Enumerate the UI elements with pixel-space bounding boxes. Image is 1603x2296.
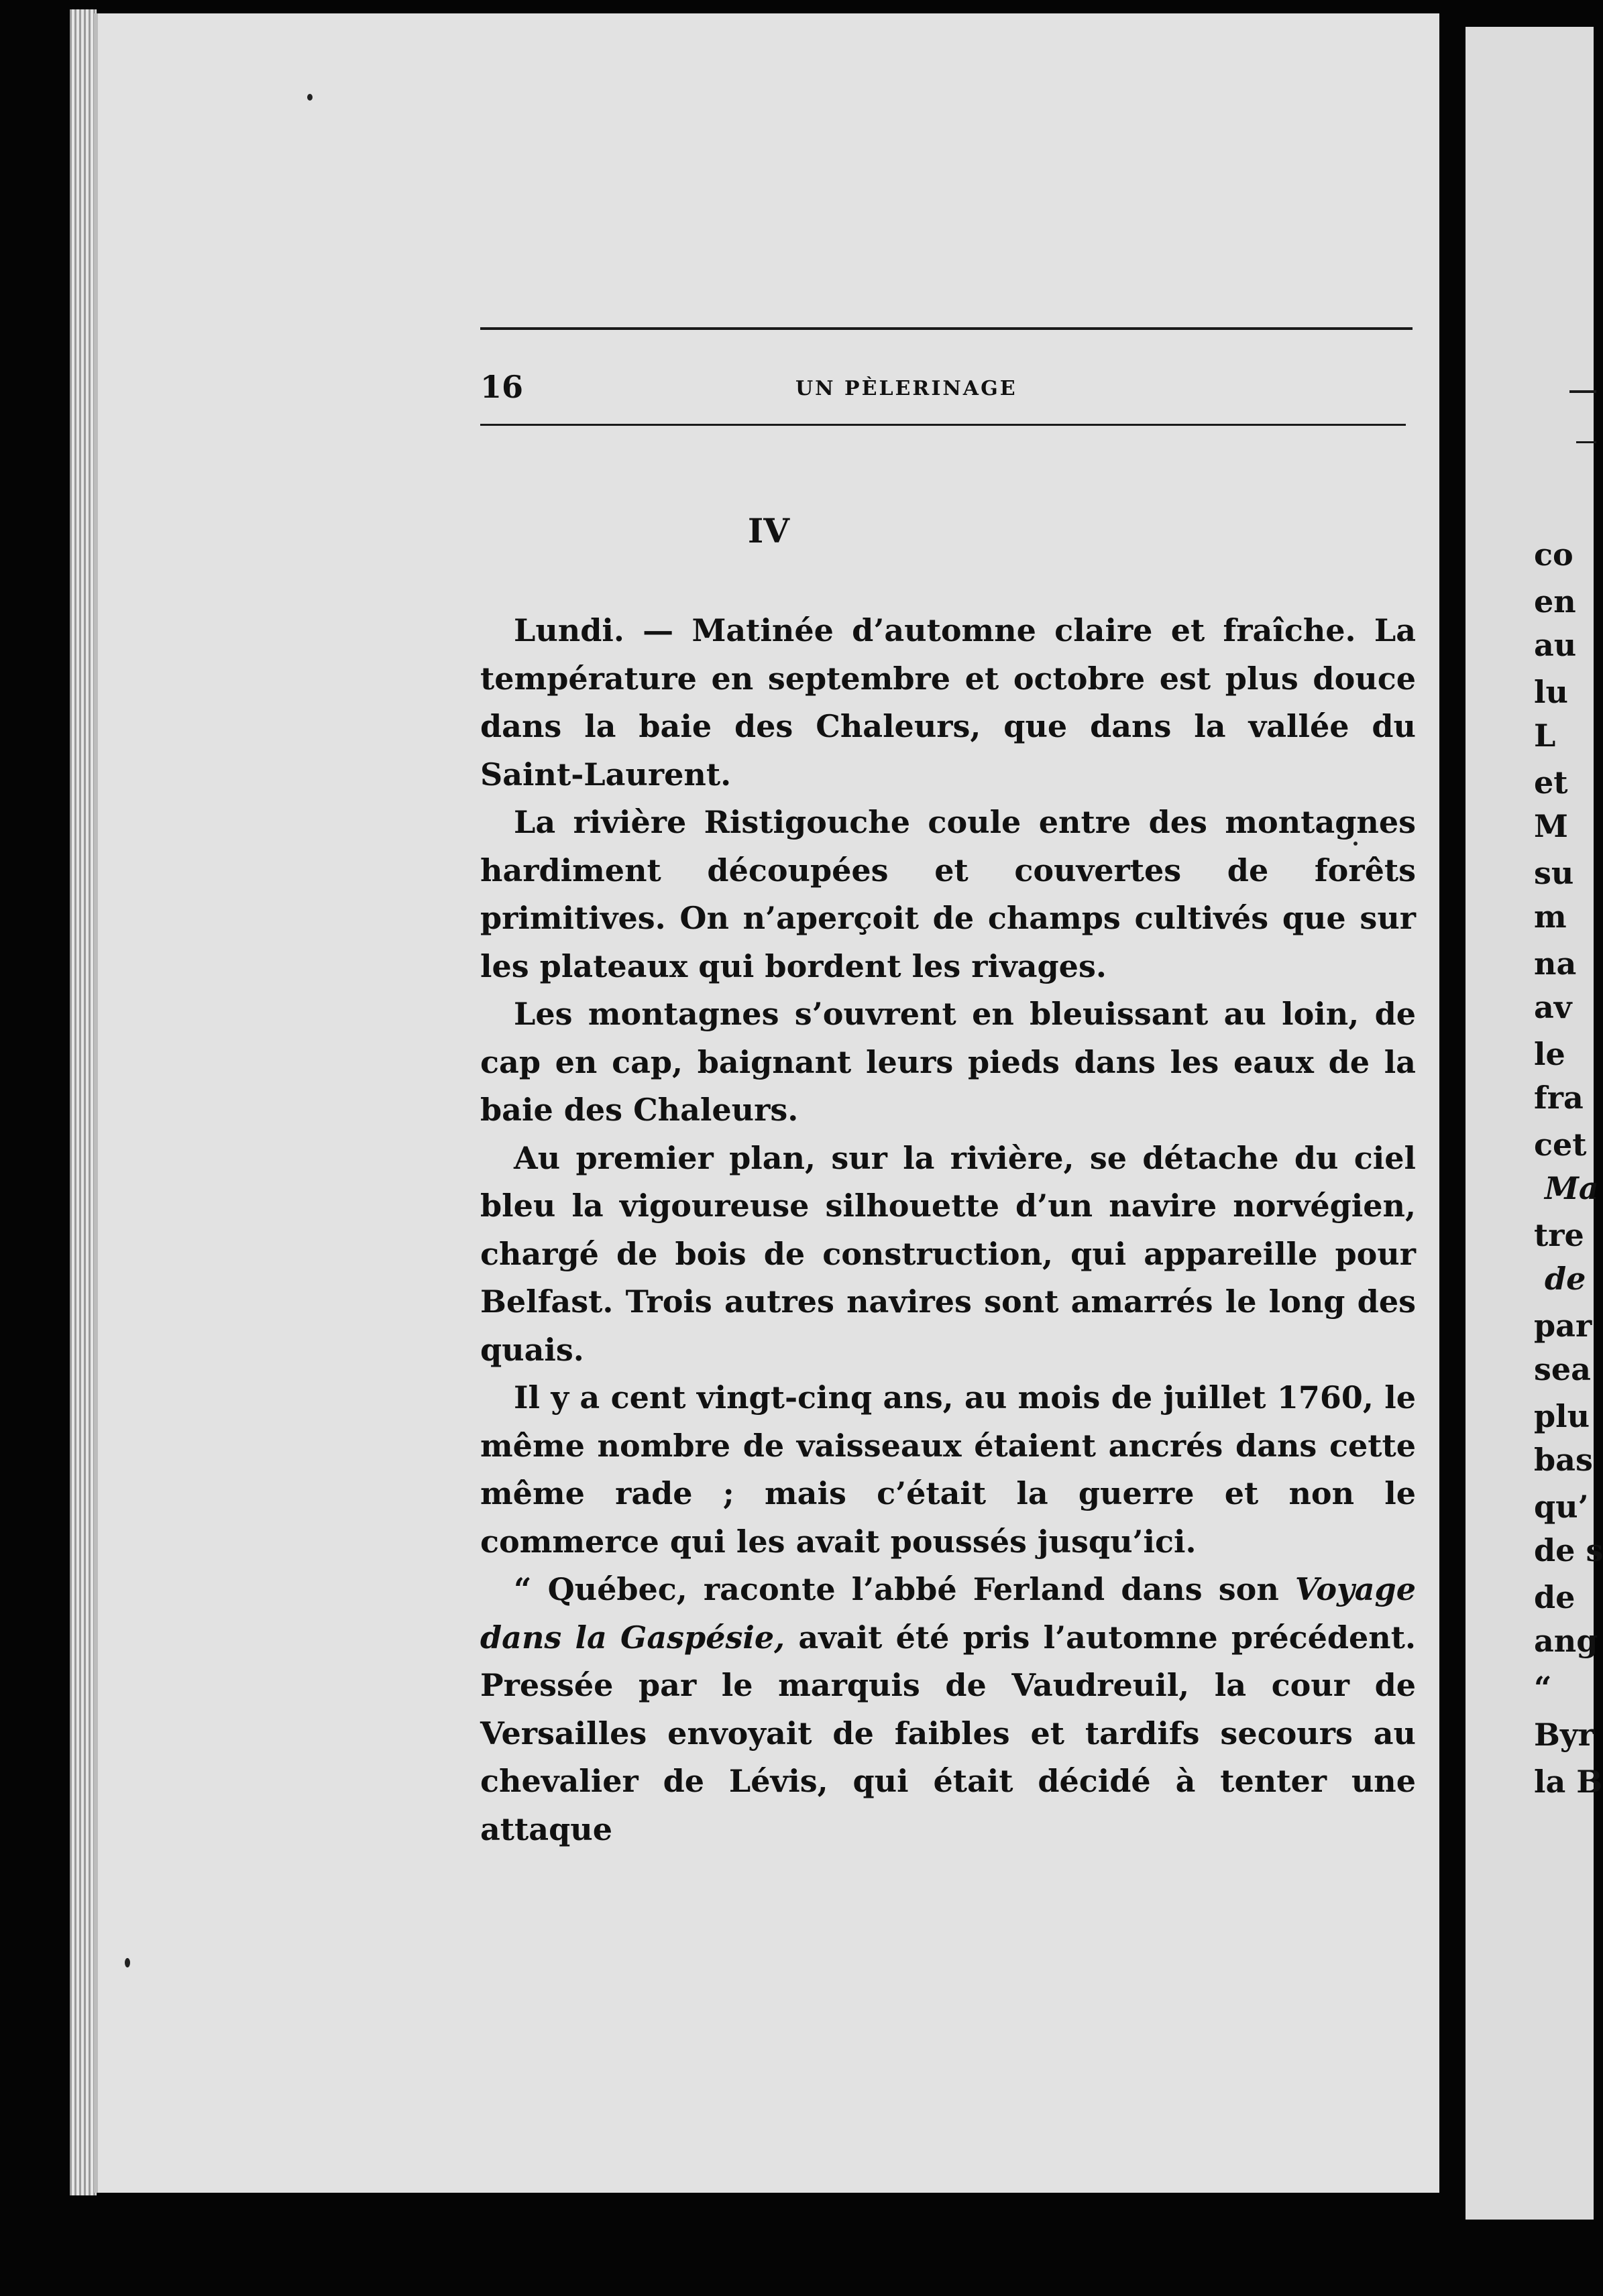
chapter-heading: IV [747,511,790,551]
facing-page-fragment: M [1534,808,1568,844]
paragraph: Lundi. — Matinée d’automne claire et fraîche. La température en septembre et octobre est plus douce dans la baie des Chaleurs, que dans la vallée du Saint-Laurent. [480,612,1416,793]
facing-page-fragment: “ [1534,1670,1552,1706]
facing-page-fragment: cet [1534,1127,1587,1163]
facing-page-fragment: ang [1534,1623,1598,1659]
facing-page-fragment: de [1534,1579,1576,1615]
paragraph-text: “ Québec, raconte l’abbé Ferland dans son [514,1571,1295,1607]
running-head: UN PÈLERINAGE [795,377,1017,400]
facing-page-fragment: tre [1534,1217,1584,1253]
facing-page-fragment: lu [1534,674,1568,710]
paragraph: La rivière Ristigouche coule entre des montagnes hardiment découpées et couvertes de forêts primitives. On n’aperçoit de champs cultivés que sur les plateaux qui bordent les rivages. [480,804,1416,984]
facing-header-rule [1569,390,1596,393]
facing-page-fragment: bas [1534,1442,1593,1478]
facing-page-fragment: na [1534,945,1577,982]
paragraph: Au premier plan, sur la rivière, se détache du ciel bleu la vigoureuse silhouette d’un navire norvégien, chargé de bois de construction, qui appareille pour Belfast. Trois autres navires sont amarrés le long des quais. [480,1139,1416,1368]
facing-page-fragment: de s [1534,1532,1603,1568]
paragraph: Il y a cent vingt-cinq ans, au mois de juillet 1760, le même nombre de vaisseaux étaient ancrés dans cette même rade ; mais c’était la guerre et non le commerce qui les avait poussés jusqu’ici. [480,1379,1416,1560]
page-header [98,369,1439,409]
facing-page-fragment: en [1534,583,1576,620]
facing-page-fragment: et [1534,764,1568,801]
facing-page-fragment: au [1534,627,1577,663]
facing-page-fragment: fra [1534,1080,1584,1116]
page-edges [70,9,97,2195]
book-title: Voyage dans la Gaspésie, [480,1571,1416,1656]
body-text [480,607,1416,1853]
facing-page-fragment: le [1534,1036,1565,1072]
facing-page-fragment: Ma [1545,1170,1599,1206]
speck [307,94,313,101]
paragraph [480,1566,1416,1853]
facing-page-fragment: qu’ [1534,1489,1589,1525]
facing-page-fragment: Byr [1534,1717,1594,1753]
facing-page-fragment: par [1534,1308,1592,1344]
facing-page-fragment: L [1534,718,1556,754]
paragraph: Les montagnes s’ouvrent en bleuissant au loin, de cap en cap, baignant leurs pieds dans les eaux de la baie des Chaleurs. [480,996,1416,1128]
facing-page-fragment: m [1534,899,1567,935]
paragraph-text: avait été pris l’automne précédent. Pressée par le marquis de Vaudreuil, la cour de Versailles envoyait de faibles et tardifs secours au chevalier de Lévis, qui était décidé à tenter une attaque [480,1619,1416,1847]
facing-page-fragment: sea [1534,1351,1591,1387]
facing-page-fragment: plu [1534,1398,1590,1434]
speck [1353,842,1358,846]
facing-page-fragment: av [1534,989,1572,1025]
header-top-rule [480,327,1413,330]
facing-page-fragment: co [1534,536,1573,573]
facing-page-fragment: de [1545,1261,1586,1297]
header-bottom-rule [480,424,1406,426]
facing-page-fragment: su [1534,855,1574,891]
page-number: 16 [480,369,524,405]
speck [125,1958,130,1967]
facing-page-fragment: la B [1534,1764,1603,1800]
book-page [94,13,1439,2193]
facing-page [1466,27,1603,2220]
facing-header-rule [1576,441,1596,443]
